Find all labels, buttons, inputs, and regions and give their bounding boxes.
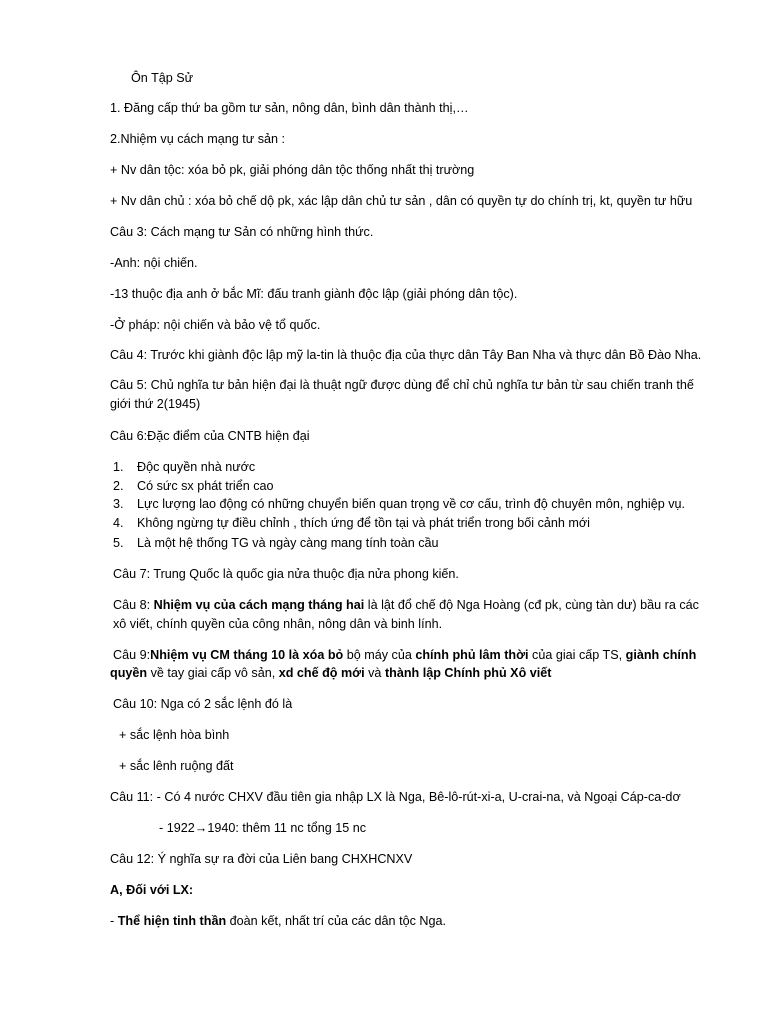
text-run: - 1922 — [159, 821, 195, 835]
paragraph-line — [113, 647, 696, 663]
paragraph: Câu 10: Nga có 2 sắc lệnh đó là — [113, 697, 293, 711]
paragraph: 2.Nhiệm vụ cách mạng tư sản : — [110, 132, 286, 146]
paragraph: 1. Đăng cấp thứ ba gồm tư sản, nông dân, bình dân thành thị,… — [110, 101, 469, 115]
paragraph: Câu 4: Trước khi giành độc lập mỹ la-tin là thuộc địa của thực dân Tây Ban Nha và thực dân Bồ Đào Nha. — [110, 348, 702, 362]
paragraph: Câu 6:Đặc điểm của CNTB hiện đại — [110, 429, 310, 443]
paragraph — [159, 820, 366, 836]
list-number: 2. — [113, 479, 124, 493]
text-run: Câu 9: — [113, 648, 151, 662]
paragraph: Câu 7: Trung Quốc là quốc gia nửa thuộc địa nửa phong kiến. — [113, 567, 459, 581]
text-run: 1940: thêm 11 nc tổng 15 nc — [207, 821, 367, 835]
list-text: Không ngừng tự điều chỉnh , thích ứng để tồn tại và phát triển trong bối cảnh mới — [137, 516, 590, 530]
arrow-right-icon: → — [194, 821, 208, 835]
text-run: - — [110, 914, 118, 928]
text-run: đoàn kết, nhất trí của các dân tộc Nga. — [226, 914, 446, 928]
bold-run: A, Đối với LX: — [110, 883, 194, 897]
list-text: Độc quyền nhà nước — [137, 460, 256, 474]
bold-run: chính phủ lâm thời — [415, 648, 529, 662]
list-number: 5. — [113, 536, 124, 550]
bold-run: thành lập Chính phủ Xô viết — [384, 666, 552, 680]
paragraph — [110, 913, 446, 929]
text-run: và — [364, 666, 385, 680]
bold-run: quyền — [110, 666, 148, 680]
list-text: Có sức sx phát triển cao — [137, 479, 274, 493]
list-number: 1. — [113, 460, 124, 474]
doc-title: Ôn Tập Sử — [131, 71, 194, 85]
bold-run: Nhiệm vụ CM tháng 10 là xóa bỏ — [150, 648, 344, 662]
paragraph: -13 thuộc địa anh ở bắc Mĩ: đấu tranh giành độc lập (giải phóng dân tộc). — [110, 287, 518, 301]
section-heading — [110, 882, 193, 898]
paragraph-line — [110, 665, 551, 681]
paragraph: -Anh: nội chiến. — [110, 256, 198, 270]
list-number: 4. — [113, 516, 124, 530]
text-run: Câu 8: — [113, 598, 154, 612]
text-run: là lật đổ chế độ Nga Hoàng (cđ pk, cùng tàn dư) bầu ra các xô viết, chính quyền của công nhân, nông dân và binh lính. — [113, 598, 699, 631]
bold-run: giành chính — [625, 648, 697, 662]
paragraph: + sắc lênh ruộng đất — [119, 759, 234, 773]
paragraph — [113, 596, 713, 634]
list-number: 3. — [113, 497, 124, 511]
paragraph: Câu 12: Ý nghĩa sự ra đời của Liên bang CHXHCNXV — [110, 852, 413, 866]
text-run: bộ máy của — [343, 648, 416, 662]
paragraph: + Nv dân tộc: xóa bỏ pk, giải phóng dân tộc thống nhất thị trường — [110, 163, 475, 177]
bold-run: xd chế độ mới — [278, 666, 365, 680]
list-text: Là một hệ thống TG và ngày càng mang tính toàn cầu — [137, 536, 439, 550]
paragraph: Câu 5: Chủ nghĩa tư bản hiện đại là thuật ngữ được dùng để chỉ chủ nghĩa tư bản từ sau chiến tranh thế giới thứ 2(1945) — [110, 378, 694, 411]
paragraph: Câu 3: Cách mạng tư Sản có những hình thức. — [110, 225, 374, 239]
paragraph: -Ở pháp: nội chiến và bảo vệ tổ quốc. — [110, 318, 321, 332]
text-run: của giai cấp TS, — [528, 648, 626, 662]
list-text: Lực lượng lao động có những chuyển biến quan trọng về cơ cấu, trình độ chuyên môn, nghiệp vụ. — [137, 497, 686, 511]
bold-run: Nhiệm vụ của cách mạng tháng hai — [153, 598, 365, 612]
bold-run: Thể hiện tinh thần — [117, 914, 227, 928]
paragraph: Câu 11: - Có 4 nước CHXV đầu tiên gia nhập LX là Nga, Bê-lô-rút-xi-a, U-crai-na, và Ngoại Cáp-ca-dơ — [110, 790, 681, 804]
paragraph: + Nv dân chủ : xóa bỏ chế dộ pk, xác lập dân chủ tư sản , dân có quyền tự do chính trị, kt, quyền tư hữu — [110, 194, 693, 208]
text-run: về tay giai cấp vô sản, — [147, 666, 279, 680]
paragraph: + sắc lệnh hòa bình — [119, 728, 230, 742]
